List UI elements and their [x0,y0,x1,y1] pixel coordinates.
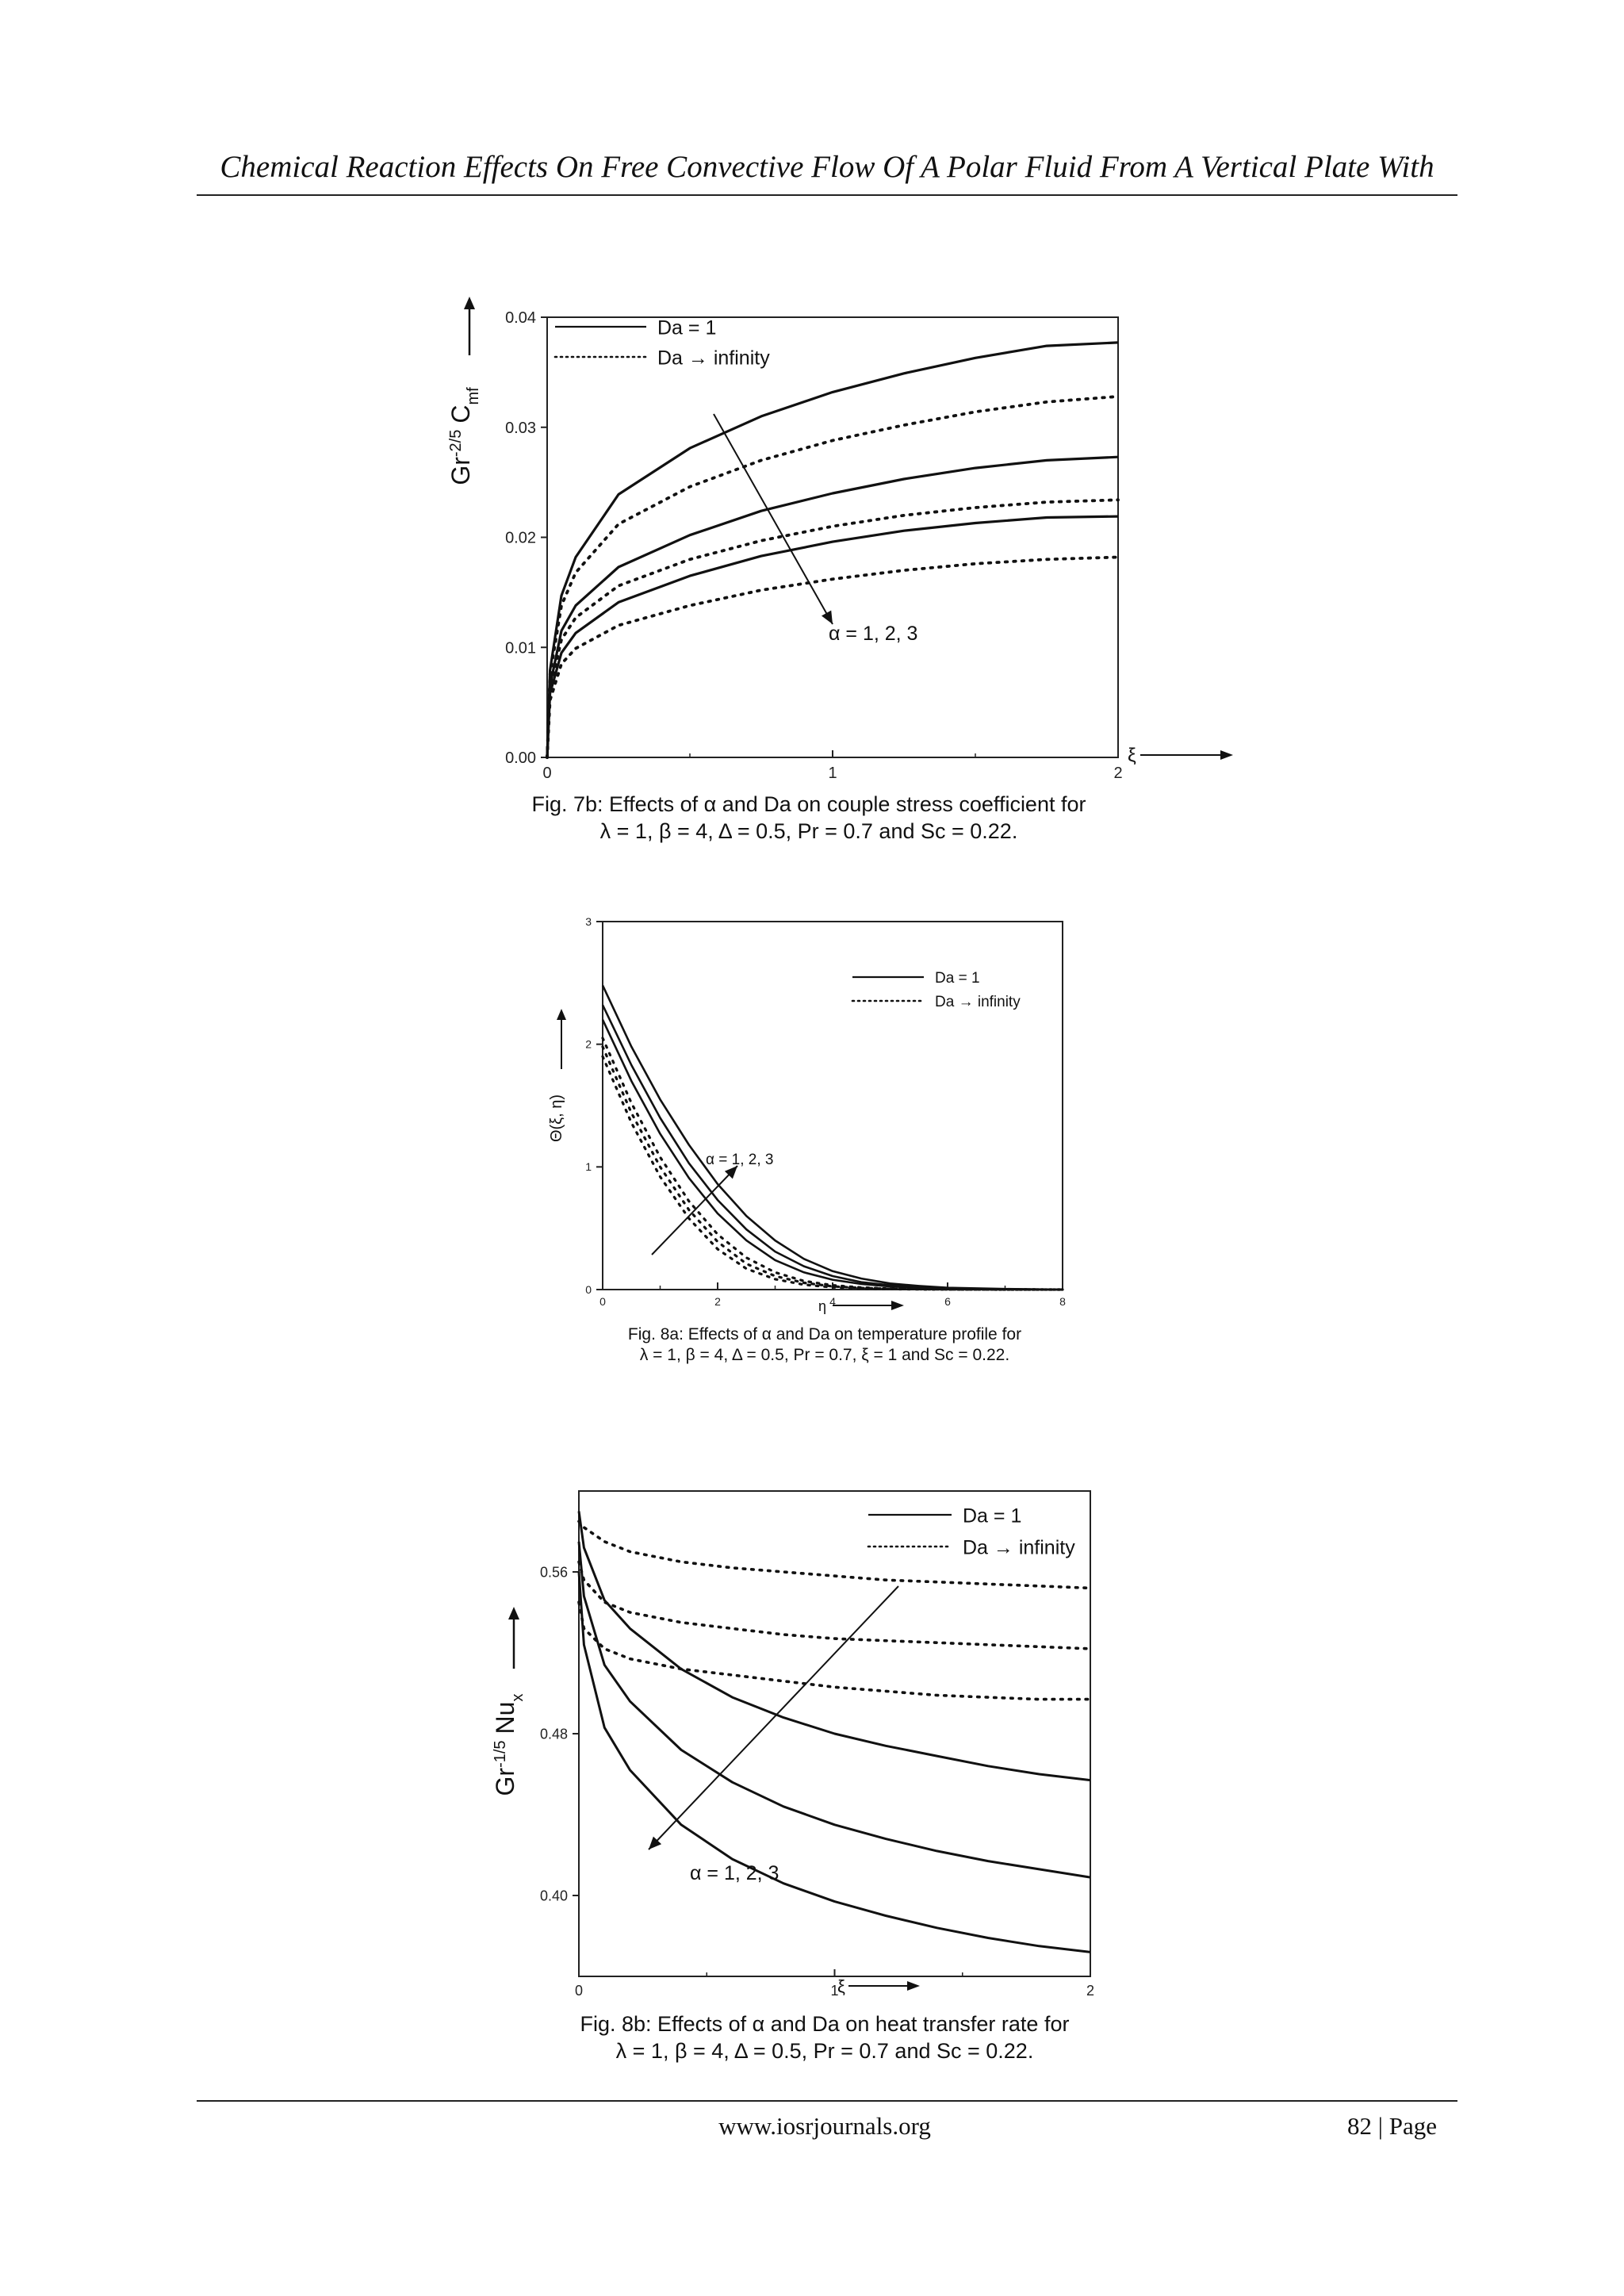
figure-8a-caption-line1: Fig. 8a: Effects of α and Da on temperature profile for [627,1325,1022,1343]
y-tick-label-7b: 0.02 [505,529,536,547]
x-tick-label-8a: 0 [599,1295,606,1308]
series-line-7b [547,397,1118,757]
figure-8b-caption-line1: Fig. 8b: Effects of α and Da on heat transfer rate for [580,2012,1070,2036]
figure-8b-caption [476,2011,1174,2065]
header-rule [197,194,1457,196]
y-axis-arrow-8a [557,1009,566,1069]
annotation-label-8b: α = 1, 2, 3 [690,1862,779,1884]
svg-text:Gr-1/5Nux: $Gr^{-1/5}Nu_x$ [491,1693,527,1796]
y-axis-label-8a: Θ(ξ, η) [548,1094,565,1143]
x-tick-label-7b: 1 [828,765,837,782]
series-line-7b [547,457,1118,757]
x-tick-label-8a: 8 [1059,1295,1066,1308]
legend-label-7b: Da = 1 [657,316,717,339]
legend-label-8a: Da → infinity [935,994,1021,1011]
x-axis-arrow-head-8a [891,1301,904,1310]
running-header: Chemical Reaction Effects On Free Convective Flow Of A Polar Fluid From A Vertical Plate With [220,150,1434,184]
figure-8a-caption-line2: λ = 1, β = 4, Δ = 0.5, Pr = 0.7, ξ = 1 and Sc = 0.22. [639,1346,1010,1365]
y-tick-label-8b: 0.40 [539,1888,568,1904]
series-line-8b [579,1542,1090,1877]
x-tick-label-7b: 2 [1113,765,1123,782]
x-tick-label-8b: 0 [574,1983,584,1999]
y-axis-title-8b [491,1694,527,1796]
footer-rule [197,2100,1457,2102]
footer-url: www.iosrjournals.org [718,2112,931,2140]
x-axis-arrow-head-8b [907,1981,920,1991]
x-axis-label-7b: ξ [1128,745,1136,766]
figure-7b-caption-line2: λ = 1, β = 4, Δ = 0.5, Pr = 0.7 and Sc = 0.22. [599,818,1018,843]
series-line-8b [579,1572,1090,1952]
series-line-7b [547,558,1118,758]
y-tick-label-8b: 0.48 [539,1726,568,1742]
x-tick-label-7b: 0 [542,765,552,782]
y-tick-label-8b: 0.56 [539,1564,568,1581]
annotation-label-8a: α = 1, 2, 3 [706,1152,774,1168]
series-line-8a [603,1020,1063,1290]
figure-8a-chart [539,912,1094,1324]
y-tick-label-8a: 1 [585,1160,592,1174]
x-axis-label-8b: ξ [837,1976,845,1996]
y-tick-label-8a: 3 [585,914,592,928]
y-tick-label-7b: 0.00 [505,749,536,767]
x-tick-label-8a: 2 [714,1295,721,1308]
figure-7b-caption [444,792,1174,845]
series-line-8a [603,1047,1063,1290]
legend-label-8a: Da = 1 [935,970,980,987]
series-line-8a [603,1038,1063,1290]
x-tick-label-8a: 6 [944,1295,951,1308]
legend-label-7b: Da → infinity [657,347,770,370]
x-tick-label-8a: 4 [829,1295,836,1308]
y-tick-label-8a: 0 [585,1282,592,1296]
figure-8b-caption-line2: λ = 1, β = 4, Δ = 0.5, Pr = 0.7 and Sc = 0.22. [615,2038,1034,2063]
figure-8b-chart [476,1475,1174,2022]
y-axis-title-8a [548,1094,565,1142]
y-tick-label-7b: 0.03 [505,419,536,437]
y-axis-label-main-8b: Gr [491,1767,519,1796]
x-axis-label-8a: η [818,1298,827,1314]
x-tick-label-8b: 1 [830,1983,839,1999]
legend-label-8b: Da → infinity [963,1536,1075,1559]
svg-text:Gr-2/5Cmf: $Gr^{-2/5}C_{mf}$ [446,387,482,485]
annotation-arrow-line-8a [652,1166,737,1255]
figure-7b-chart [444,293,1174,785]
x-axis-arrow-head-7b [1220,750,1233,760]
series-line-7b [547,343,1118,757]
plot-frame-7b [547,317,1118,757]
y-axis-arrow-7b [464,297,475,355]
y-axis-label-main-7b: Gr [446,457,475,485]
annotation-arrow-line-8b [649,1586,898,1849]
figure-7b-caption-line1: Fig. 7b: Effects of α and Da on couple stress coefficient for [531,792,1086,816]
y-tick-label-7b: 0.01 [505,639,536,657]
y-axis-arrow-8b [508,1607,519,1669]
series-line-8a [603,1005,1063,1290]
y-tick-label-8a: 2 [585,1037,592,1051]
y-axis-title-7b [446,387,482,485]
legend-label-8b: Da = 1 [963,1504,1022,1527]
footer-page-number: 82 | Page [1347,2112,1437,2140]
x-tick-label-8b: 2 [1086,1983,1095,1999]
annotation-label-7b: α = 1, 2, 3 [829,623,918,645]
figure-8a-caption [555,1324,1094,1366]
y-tick-label-7b: 0.04 [505,309,536,327]
